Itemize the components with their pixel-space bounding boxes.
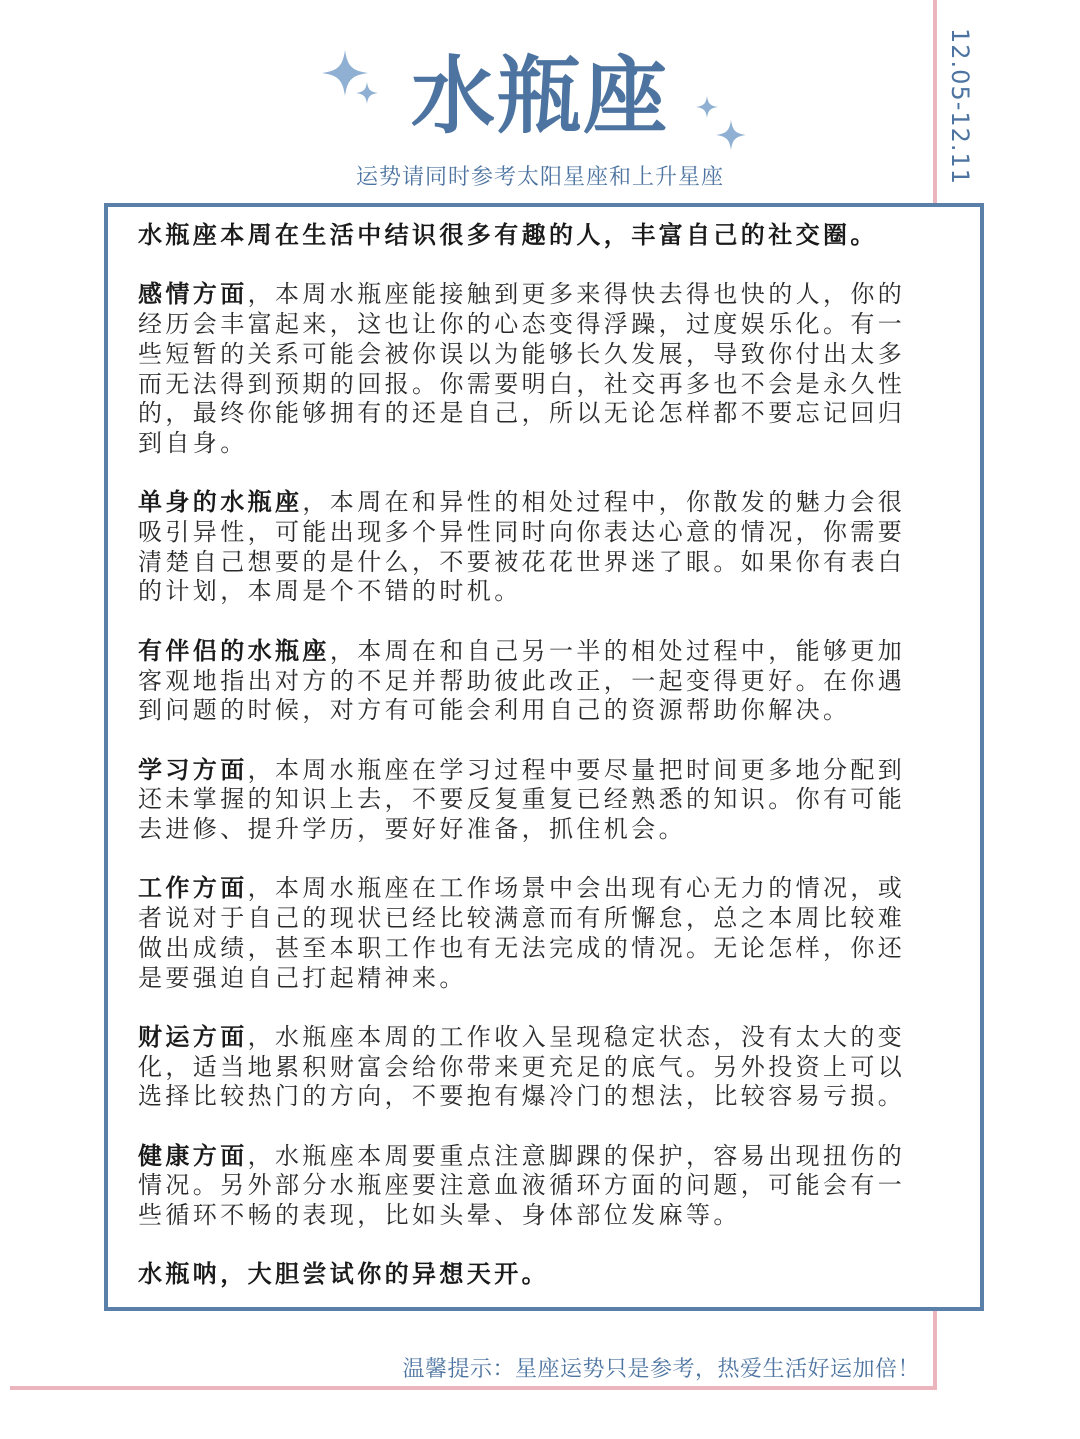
section-work <box>138 874 918 993</box>
section-text: ，水瓶座本周要重点注意脚踝的保护，容易出现扭伤的情况。另外部分水瓶座要注意血液循环方面的问题，可能会有一些循环不畅的表现，比如头晕、身体部位发麻等。 <box>138 1141 906 1230</box>
section-heading: 工作方面 <box>138 874 248 903</box>
page-title: 水瓶座 <box>410 47 669 145</box>
closing-text: 水瓶呐，大胆尝试你的异想天开。 <box>138 1260 549 1289</box>
section-text: ，本周水瓶座在工作场景中会出现有心无力的情况，或者说对于自己的现状已经比较满意而有所懈怠，总之本周比较难做出成绩，甚至本职工作也有无法完成的情况。无论怎样，你还是要强迫自己打起精神来。 <box>138 874 906 992</box>
subtitle: 运势请同时参考太阳星座和上升星座 <box>355 165 724 190</box>
section-health <box>138 1142 918 1231</box>
footer-tip: 温馨提示：星座运势只是参考，热爱生活好运加倍！ <box>402 1357 920 1382</box>
section-text: ，水瓶座本周的工作收入呈现稳定状态，没有太大的变化，适当地累积财富会给你带来更充足的底气。另外投资上可以选择比较热门的方向，不要抱有爆冷门的想法，比较容易亏损。 <box>138 1022 906 1111</box>
sparkle-icon <box>356 82 378 104</box>
section-text: ，本周水瓶座在学习过程中要尽量把时间更多地分配到还未掌握的知识上去，不要反复重复已经熟悉的知识。你有可能去进修、提升学历，要好好准备，抓住机会。 <box>138 755 906 843</box>
sparkle-icon <box>716 120 746 150</box>
intro-paragraph <box>138 221 918 251</box>
section-text: ，本周在和异性的相处过程中，你散发的魅力会很吸引异性，可能出现多个异性同时向你表达心意的情况，你需要清楚自己想要的是什么，不要被花花世界迷了眼。如果你有表白的计划，本周是个不错的时机。 <box>138 488 906 606</box>
section-wealth <box>138 1023 918 1112</box>
pink-frame-horizontal-line <box>10 1386 937 1390</box>
section-heading: 感情方面 <box>138 280 248 309</box>
intro-text: 水瓶座本周在生活中结识很多有趣的人，丰富自己的社交圈。 <box>138 221 878 249</box>
sparkle-icon <box>696 96 718 118</box>
section-heading: 健康方面 <box>138 1141 248 1170</box>
closing-paragraph <box>138 1260 918 1290</box>
horoscope-text <box>138 221 918 1290</box>
section-heading: 有伴侣的水瓶座 <box>138 636 330 665</box>
section-heading: 学习方面 <box>138 755 248 784</box>
section-heading: 单身的水瓶座 <box>138 488 303 517</box>
section-study <box>138 756 918 845</box>
section-text: ，本周水瓶座能接触到更多来得快去得也快的人，你的经历会丰富起来，这也让你的心态变得浮躁，过度娱乐化。有一些短暂的关系可能会被你误以为能够长久发展，导致你付出太多而无法得到预期的回报。你需要明白，社交再多也不会是永久性的，最终你能够拥有的还是自己，所以无论怎样都不要忘记回归到自身。 <box>138 280 906 457</box>
date-range: 12.05-12.11 <box>946 28 974 186</box>
section-love <box>138 280 918 458</box>
section-partnered <box>138 637 918 726</box>
title-area <box>300 40 760 150</box>
section-single <box>138 488 918 607</box>
section-heading: 财运方面 <box>138 1022 248 1051</box>
content-panel <box>104 203 984 1311</box>
section-text: ，本周在和自己另一半的相处过程中，能够更加客观地指出对方的不足并帮助彼此改正，一起变得更好。在你遇到问题的时候，对方有可能会利用自己的资源帮助你解决。 <box>138 636 906 725</box>
